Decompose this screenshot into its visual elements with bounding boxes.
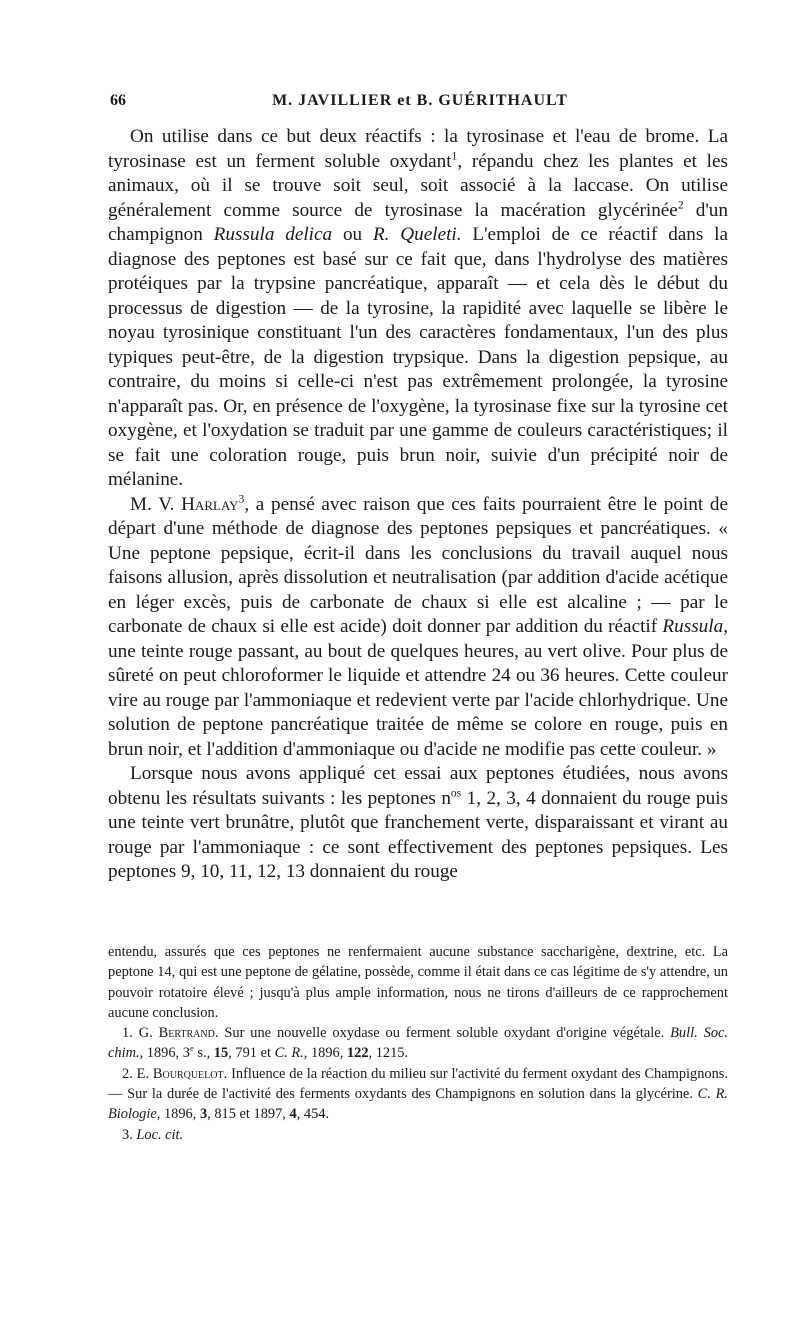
paragraph-2: M. V. Harlay$^3$, a pensé avec raison que ces faits pourraient être le point de départ d'une méthode de diagnose des peptones pepsiques et pancréatiques. « Une peptone pepsique, écrit-il dans les conclusions du travail auquel nous faisons allusion, après dissolution et neutralisation (par addition d'acide acétique en léger excès, puis de carbonate de chaux si elle est alcaline ; — par le carbonate de chaux si elle est acide) doit donner par addition du réactif Russula, une teinte rouge passant, au bout de quelques heures, au vert olive. Pour plus de sûreté on peut chloroformer le liquide et attendre 24 ou 36 heures. Cette couleur vire au rouge par l'ammoniaque et redevient verte par l'acide chlorhydrique. Une solution de peptone pancréatique traitée de même se colore en rouge, puis en brun noir, et l'addition d'ammoniaque ou d'acide ne modifie pas cette couleur. » (108, 493, 728, 760)
author-name: Harlay (181, 493, 239, 515)
footnote-3: 3. Loc. cit. (122, 1126, 184, 1143)
running-header (110, 92, 730, 116)
footnote-ref-2: 2 (677, 199, 684, 212)
page-number: 66 (110, 92, 126, 109)
species-name: Russula (662, 616, 724, 637)
species-name: Russula delica (213, 224, 333, 245)
paragraph-3: Lorsque nous avons appliqué cet essai aux peptones étudiées, nous avons obtenu les résultats suivants : les peptones $n^{os}$ 1, 2, 3, 4 donnaient du rouge puis une teinte vert brunâtre, plutôt que franchement verte, disparaissant et virant au rouge par l'ammoniaque : ce sont effectivement des peptones pepsiques. Les peptones 9, 10, 11, 12, 13 donnaient du rouge (108, 763, 728, 882)
footnote-1: 1. G. Bertrand. Sur une nouvelle oxydase ou ferment soluble oxydant d'origine végétale. Bull. Soc. chim., 1896, 3e s., 15, 791 et C. R., 1896, 122, 1215. (108, 1025, 729, 1062)
paragraph-1: On utilise dans ce but deux réactifs : la tyrosinase et l'eau de brome. La tyrosinase est un ferment soluble oxydant$^1$, répandu chez les plantes et les animaux, où il se trouve soit seul, soit associé à la laccase. On utilise généralement comme source de tyrosinase la macération glycérinée$^2$ d'un champignon Russula delica ou R. Queleti. L'emploi de ce réactif dans la diagnose des peptones est basé sur ce fait que, dans l'hydrolyse des matières protéiques par la trypsine pancréatique, apparaît — et cela dès le début du processus de digestion — de la tyrosine, la rapidité avec laquelle se libère le noyau tyrosinique constituant l'un des caractères fondamentaux, l'un des plus typiques peut-être, de la digestion trypsique. Dans la digestion pepsique, au contraire, du moins si celle-ci n'est pas extrêmement prolongée, la tyrosine n'apparaît pas. Or, en présence de l'oxygène, la tyrosinase fixe sur la tyrosine cet oxygène, et l'oxydation se traduit par une gamme de couleurs caractéristiques; il se fait une coloration rouge, puis brun noir, suivie d'un précipité noir de mélanine. (108, 126, 729, 490)
running-title: M. JAVILLIER et B. GUÉRITHAULT (272, 92, 568, 109)
footnote-ref-1: 1 (451, 150, 458, 163)
footnotes (108, 942, 728, 1145)
footnote-2: 2. E. Bourquelot. Influence de la réaction du milieu sur l'activité du ferment oxydant des Champignons. — Sur la durée de l'activité des ferments oxydants des Champignons en solution dans la glycérine. C. R. Biologie, 1896, 3, 815 et 1897, 4, 454. (108, 1065, 729, 1123)
species-name: R. Queleti. (372, 224, 462, 245)
main-text (108, 125, 728, 885)
footnote-continuation: entendu, assurés que ces peptones ne renfermaient aucune substance saccharigène, dextrine, etc. La peptone 14, qui est une peptone de gélatine, possède, comme il était dans ce cas légitime de s'y attendre, un pouvoir rotatoire élevé ; jusqu'à plus ample information, nous ne tirons d'ailleurs de ce rapprochement aucune conclusion. (108, 944, 728, 1021)
footnote-ref-3: 3 (238, 493, 245, 506)
